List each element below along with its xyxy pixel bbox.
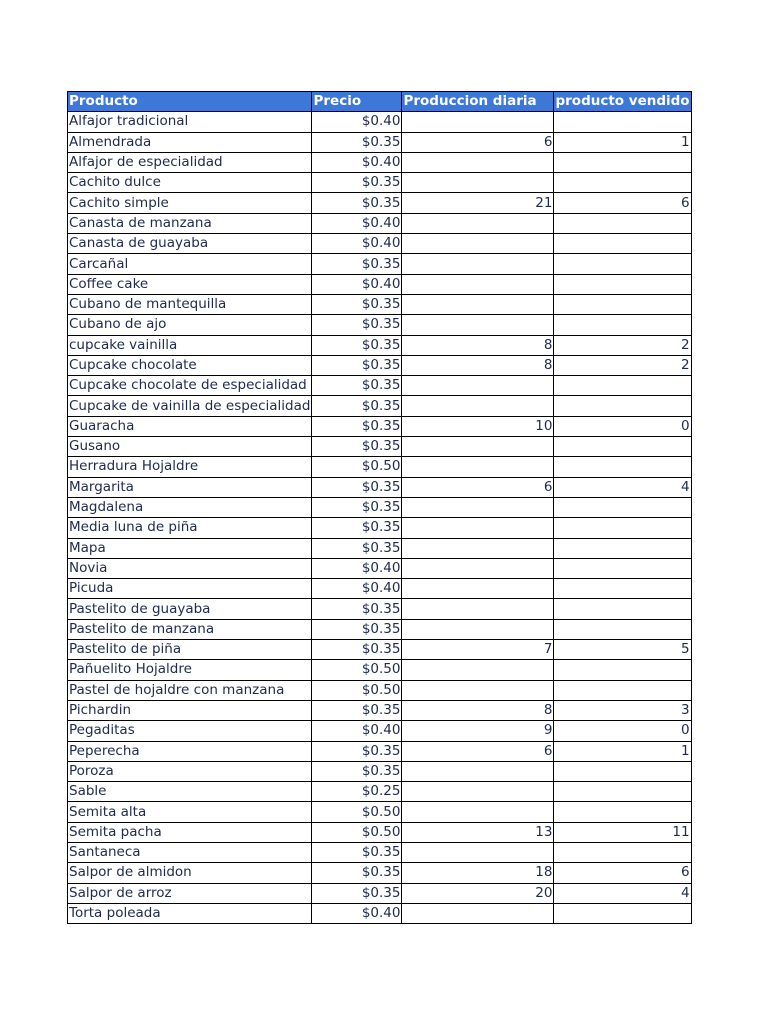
daily-production-cell[interactable] — [402, 254, 554, 274]
sold-cell[interactable]: 6 — [554, 863, 691, 883]
sold-cell[interactable] — [554, 579, 691, 599]
sold-cell[interactable]: 4 — [554, 477, 691, 497]
price-cell[interactable]: $0.35 — [312, 477, 402, 497]
table-row — [68, 782, 692, 802]
daily-production-cell[interactable] — [402, 396, 554, 416]
daily-production-cell[interactable] — [402, 599, 554, 619]
sold-cell[interactable] — [554, 274, 691, 294]
daily-production-cell[interactable] — [402, 274, 554, 294]
sold-cell[interactable] — [554, 761, 691, 781]
daily-production-cell[interactable] — [402, 457, 554, 477]
sold-cell[interactable]: 3 — [554, 700, 691, 720]
table-row — [68, 477, 692, 497]
price-cell[interactable]: $0.35 — [312, 883, 402, 903]
product-name-cell[interactable]: Pastelito de manzana — [68, 619, 312, 639]
price-cell[interactable]: $0.50 — [312, 457, 402, 477]
table-row — [68, 497, 692, 517]
product-name-cell[interactable]: Santaneca — [68, 842, 312, 862]
sold-cell[interactable] — [554, 518, 691, 538]
table-row — [68, 680, 692, 700]
table-row — [68, 315, 692, 335]
price-cell[interactable]: $0.40 — [312, 234, 402, 254]
product-table — [67, 91, 692, 924]
product-name-cell[interactable]: Torta poleada — [68, 903, 312, 923]
table-row — [68, 518, 692, 538]
table-row — [68, 599, 692, 619]
daily-production-cell[interactable] — [402, 660, 554, 680]
price-cell[interactable]: $0.40 — [312, 152, 402, 172]
sold-cell[interactable]: 0 — [554, 721, 691, 741]
sold-cell[interactable] — [554, 903, 691, 923]
product-name-cell[interactable]: Pastel de hojaldre con manzana — [68, 680, 312, 700]
daily-production-cell[interactable]: 6 — [402, 741, 554, 761]
table-row — [68, 416, 692, 436]
daily-production-cell[interactable]: 10 — [402, 416, 554, 436]
price-cell[interactable]: $0.40 — [312, 274, 402, 294]
daily-production-cell[interactable] — [402, 234, 554, 254]
daily-production-cell[interactable]: 9 — [402, 721, 554, 741]
sold-cell[interactable] — [554, 538, 691, 558]
daily-production-cell[interactable]: 13 — [402, 822, 554, 842]
daily-production-cell[interactable]: 18 — [402, 863, 554, 883]
table-row — [68, 376, 692, 396]
price-cell[interactable]: $0.35 — [312, 863, 402, 883]
product-name-cell[interactable]: Cupcake chocolate de especialidad — [68, 376, 312, 396]
product-name-cell[interactable]: Picuda — [68, 579, 312, 599]
sold-cell[interactable]: 0 — [554, 416, 691, 436]
price-cell[interactable]: $0.35 — [312, 599, 402, 619]
price-cell[interactable]: $0.35 — [312, 619, 402, 639]
sold-cell[interactable] — [554, 497, 691, 517]
table-row — [68, 660, 692, 680]
daily-production-cell[interactable] — [402, 112, 554, 132]
price-cell[interactable]: $0.35 — [312, 335, 402, 355]
table-row — [68, 274, 692, 294]
table-row — [68, 761, 692, 781]
price-cell[interactable]: $0.40 — [312, 558, 402, 578]
price-cell[interactable]: $0.40 — [312, 112, 402, 132]
daily-production-cell[interactable] — [402, 315, 554, 335]
product-name-cell[interactable]: Semita alta — [68, 802, 312, 822]
price-cell[interactable]: $0.35 — [312, 315, 402, 335]
table-row — [68, 842, 692, 862]
table-row — [68, 152, 692, 172]
table-row — [68, 903, 692, 923]
price-cell[interactable]: $0.35 — [312, 640, 402, 660]
header-producto-vendido[interactable]: producto vendido — [554, 92, 691, 112]
product-name-cell[interactable]: Cupcake de vainilla de especialidad — [68, 396, 312, 416]
table-row — [68, 802, 692, 822]
product-name-cell[interactable]: Novia — [68, 558, 312, 578]
daily-production-cell[interactable] — [402, 376, 554, 396]
header-row — [68, 92, 692, 112]
product-name-cell[interactable]: Coffee cake — [68, 274, 312, 294]
sold-cell[interactable] — [554, 660, 691, 680]
product-name-cell[interactable]: Pastelito de guayaba — [68, 599, 312, 619]
daily-production-cell[interactable] — [402, 152, 554, 172]
price-cell[interactable]: $0.35 — [312, 173, 402, 193]
price-cell[interactable]: $0.35 — [312, 518, 402, 538]
sold-cell[interactable] — [554, 396, 691, 416]
daily-production-cell[interactable] — [402, 538, 554, 558]
daily-production-cell[interactable]: 6 — [402, 132, 554, 152]
price-cell[interactable]: $0.35 — [312, 396, 402, 416]
sold-cell[interactable]: 6 — [554, 193, 691, 213]
table-row — [68, 294, 692, 314]
price-cell[interactable]: $0.40 — [312, 903, 402, 923]
sold-cell[interactable] — [554, 619, 691, 639]
sold-cell[interactable] — [554, 599, 691, 619]
table-row — [68, 234, 692, 254]
price-cell[interactable]: $0.35 — [312, 294, 402, 314]
product-name-cell[interactable]: Gusano — [68, 437, 312, 457]
table-row — [68, 112, 692, 132]
product-name-cell[interactable]: Poroza — [68, 761, 312, 781]
sold-cell[interactable] — [554, 254, 691, 274]
table-row — [68, 619, 692, 639]
table-row — [68, 396, 692, 416]
product-name-cell[interactable]: Herradura Hojaldre — [68, 457, 312, 477]
sold-cell[interactable] — [554, 376, 691, 396]
sold-cell[interactable] — [554, 294, 691, 314]
daily-production-cell[interactable] — [402, 579, 554, 599]
table-row — [68, 193, 692, 213]
price-cell[interactable]: $0.40 — [312, 579, 402, 599]
product-name-cell[interactable]: Cupcake chocolate — [68, 355, 312, 375]
table-row — [68, 822, 692, 842]
table-row — [68, 254, 692, 274]
table-row — [68, 538, 692, 558]
sold-cell[interactable] — [554, 112, 691, 132]
header-precio[interactable]: Precio — [312, 92, 402, 112]
sold-cell[interactable]: 1 — [554, 132, 691, 152]
daily-production-cell[interactable]: 8 — [402, 335, 554, 355]
price-cell[interactable]: $0.35 — [312, 842, 402, 862]
sold-cell[interactable] — [554, 152, 691, 172]
product-name-cell[interactable]: Cubano de mantequilla — [68, 294, 312, 314]
product-name-cell[interactable]: Canasta de manzana — [68, 213, 312, 233]
table-row — [68, 579, 692, 599]
header-producto[interactable]: Producto — [68, 92, 312, 112]
daily-production-cell[interactable] — [402, 213, 554, 233]
sold-cell[interactable]: 1 — [554, 741, 691, 761]
product-name-cell[interactable]: Cachito simple — [68, 193, 312, 213]
product-name-cell[interactable]: Alfajor de especialidad — [68, 152, 312, 172]
product-name-cell[interactable]: Media luna de piña — [68, 518, 312, 538]
price-cell[interactable]: $0.35 — [312, 437, 402, 457]
price-cell[interactable]: $0.35 — [312, 254, 402, 274]
sold-cell[interactable] — [554, 782, 691, 802]
product-name-cell[interactable]: Alfajor tradicional — [68, 112, 312, 132]
product-name-cell[interactable]: Pichardin — [68, 700, 312, 720]
product-name-cell[interactable]: Cachito dulce — [68, 173, 312, 193]
table-row — [68, 355, 692, 375]
table-row — [68, 335, 692, 355]
sold-cell[interactable]: 2 — [554, 335, 691, 355]
product-name-cell[interactable]: Pañuelito Hojaldre — [68, 660, 312, 680]
sold-cell[interactable]: 4 — [554, 883, 691, 903]
daily-production-cell[interactable] — [402, 518, 554, 538]
table-row — [68, 863, 692, 883]
product-name-cell[interactable]: Pastelito de piña — [68, 640, 312, 660]
table-row — [68, 721, 692, 741]
price-cell[interactable]: $0.40 — [312, 213, 402, 233]
sold-cell[interactable] — [554, 802, 691, 822]
daily-production-cell[interactable] — [402, 903, 554, 923]
sold-cell[interactable]: 11 — [554, 822, 691, 842]
table-row — [68, 640, 692, 660]
daily-production-cell[interactable] — [402, 497, 554, 517]
table-row — [68, 558, 692, 578]
sold-cell[interactable] — [554, 437, 691, 457]
daily-production-cell[interactable]: 8 — [402, 355, 554, 375]
price-cell[interactable]: $0.35 — [312, 132, 402, 152]
daily-production-cell[interactable]: 21 — [402, 193, 554, 213]
product-name-cell[interactable]: Almendrada — [68, 132, 312, 152]
product-name-cell[interactable]: Canasta de guayaba — [68, 234, 312, 254]
product-name-cell[interactable]: Semita pacha — [68, 822, 312, 842]
daily-production-cell[interactable] — [402, 619, 554, 639]
daily-production-cell[interactable]: 7 — [402, 640, 554, 660]
table-row — [68, 437, 692, 457]
daily-production-cell[interactable] — [402, 173, 554, 193]
price-cell[interactable]: $0.35 — [312, 761, 402, 781]
daily-production-cell[interactable] — [402, 680, 554, 700]
table-body — [68, 112, 692, 924]
table-row — [68, 741, 692, 761]
price-cell[interactable]: $0.35 — [312, 355, 402, 375]
price-cell[interactable]: $0.50 — [312, 822, 402, 842]
daily-production-cell[interactable] — [402, 294, 554, 314]
table-row — [68, 883, 692, 903]
price-cell[interactable]: $0.35 — [312, 538, 402, 558]
daily-production-cell[interactable] — [402, 437, 554, 457]
product-name-cell[interactable]: Mapa — [68, 538, 312, 558]
sold-cell[interactable] — [554, 234, 691, 254]
header-produccion-diaria[interactable]: Produccion diaria — [402, 92, 554, 112]
table-row — [68, 213, 692, 233]
table-row — [68, 173, 692, 193]
sold-cell[interactable] — [554, 680, 691, 700]
product-name-cell[interactable]: Magdalena — [68, 497, 312, 517]
daily-production-cell[interactable]: 8 — [402, 700, 554, 720]
price-cell[interactable]: $0.25 — [312, 782, 402, 802]
daily-production-cell[interactable] — [402, 558, 554, 578]
sold-cell[interactable]: 5 — [554, 640, 691, 660]
daily-production-cell[interactable]: 6 — [402, 477, 554, 497]
sold-cell[interactable] — [554, 457, 691, 477]
price-cell[interactable]: $0.35 — [312, 741, 402, 761]
table-header — [68, 92, 692, 112]
price-cell[interactable]: $0.35 — [312, 497, 402, 517]
price-cell[interactable]: $0.35 — [312, 376, 402, 396]
price-cell[interactable]: $0.50 — [312, 680, 402, 700]
price-cell[interactable]: $0.50 — [312, 802, 402, 822]
table-row — [68, 457, 692, 477]
product-name-cell[interactable]: Peperecha — [68, 741, 312, 761]
product-name-cell[interactable]: Carcañal — [68, 254, 312, 274]
sold-cell[interactable] — [554, 213, 691, 233]
daily-production-cell[interactable] — [402, 782, 554, 802]
sold-cell[interactable] — [554, 558, 691, 578]
sold-cell[interactable] — [554, 842, 691, 862]
daily-production-cell[interactable] — [402, 761, 554, 781]
product-name-cell[interactable]: Salpor de almidon — [68, 863, 312, 883]
price-cell[interactable]: $0.40 — [312, 721, 402, 741]
product-name-cell[interactable]: Sable — [68, 782, 312, 802]
product-name-cell[interactable]: Guaracha — [68, 416, 312, 436]
product-name-cell[interactable]: Margarita — [68, 477, 312, 497]
table-row — [68, 132, 692, 152]
sold-cell[interactable]: 2 — [554, 355, 691, 375]
table-row — [68, 700, 692, 720]
daily-production-cell[interactable] — [402, 842, 554, 862]
price-cell[interactable]: $0.35 — [312, 416, 402, 436]
product-name-cell[interactable]: Pegaditas — [68, 721, 312, 741]
sold-cell[interactable] — [554, 315, 691, 335]
daily-production-cell[interactable] — [402, 802, 554, 822]
price-cell[interactable]: $0.35 — [312, 193, 402, 213]
price-cell[interactable]: $0.50 — [312, 660, 402, 680]
sold-cell[interactable] — [554, 173, 691, 193]
product-name-cell[interactable]: Cubano de ajo — [68, 315, 312, 335]
product-name-cell[interactable]: Salpor de arroz — [68, 883, 312, 903]
daily-production-cell[interactable]: 20 — [402, 883, 554, 903]
price-cell[interactable]: $0.35 — [312, 700, 402, 720]
product-name-cell[interactable]: cupcake vainilla — [68, 335, 312, 355]
